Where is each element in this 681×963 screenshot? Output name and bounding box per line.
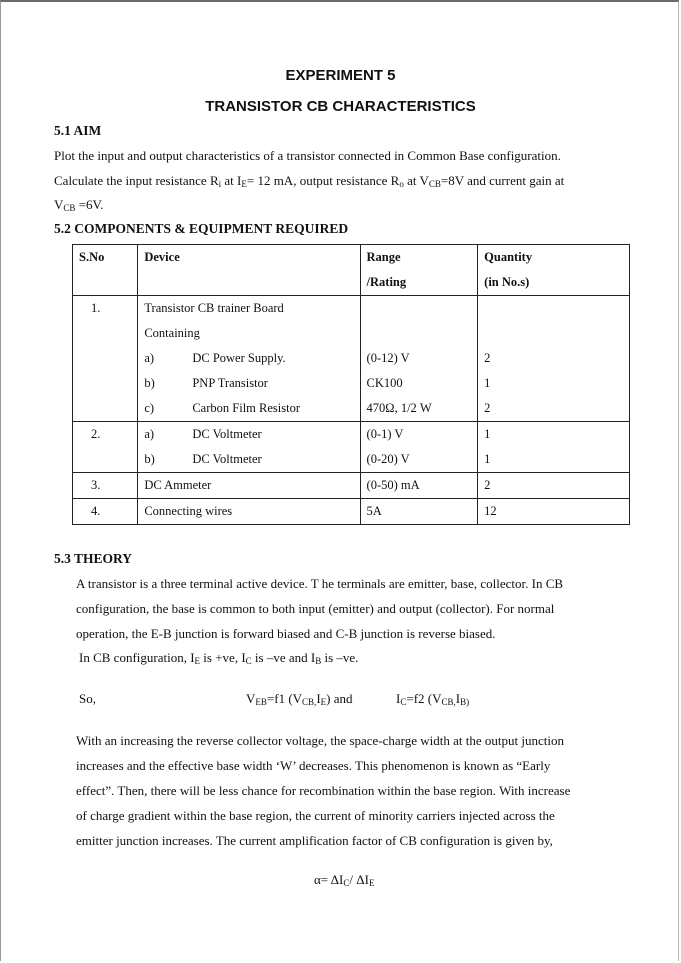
row-sno: 3.: [91, 478, 101, 492]
theory-para3-line4: of charge gradient within the base region, the current of minority carriers injected across the: [76, 808, 555, 823]
table-header-row: [73, 245, 630, 296]
table-row: [73, 296, 630, 422]
range-value: (0-12) V: [366, 351, 410, 365]
theory-para3-line1: With an increasing the reverse collector voltage, the space-charge width at the output junction: [76, 733, 565, 748]
quantity-value: 1: [484, 452, 491, 466]
range-value: (0-1) V: [366, 427, 404, 441]
quantity-value: 12: [484, 504, 497, 518]
aim-line-3: $V_{CB} =6V$.: [54, 197, 104, 213]
range-value: 470Ω, 1/2 W: [366, 401, 432, 415]
device-line: Connecting wires: [144, 504, 233, 518]
range-value: CK100: [366, 376, 403, 390]
row-sno: 1.: [91, 301, 101, 315]
experiment-subtitle: TRANSISTOR CB CHARACTERISTICS: [205, 98, 476, 115]
range-value: (0-50) mA: [366, 478, 420, 492]
row-sno: 2.: [91, 427, 101, 441]
header-quantity-unit: (in No.s): [484, 275, 530, 289]
row-sno: 4.: [91, 504, 101, 518]
theory-para3-line5: emitter junction increases. The current amplification factor of CB configuration is given by,: [76, 833, 553, 848]
quantity-value: 2: [484, 401, 491, 415]
components-table: [72, 244, 630, 525]
so-label: So,: [79, 691, 96, 706]
aim-line-1: Plot the input and output characteristics of a transistor connected in Common Base configuration.: [54, 148, 561, 163]
table-row: [73, 499, 630, 525]
device-line: a) DC Voltmeter: [144, 427, 262, 441]
theory-para3-line3: effect”. Then, there will be less chance for recombination within the base region. With increase: [76, 783, 571, 798]
header-device: Device: [144, 250, 180, 264]
device-line: c) Carbon Film Resistor: [144, 401, 300, 415]
device-line: b) DC Voltmeter: [144, 452, 262, 466]
alpha-equation: $\alpha= \Delta I_C/$ $\Delta I_E$: [314, 872, 375, 888]
quantity-value: 1: [484, 376, 491, 390]
theory-para1-line1: A transistor is a three terminal active device. T he terminals are emitter, base, collector. In CB: [76, 576, 564, 591]
components-heading: 5.2 COMPONENTS & EQUIPMENT REQUIRED: [54, 221, 349, 236]
aim-line-2: Calculate the input resistance $R_i$ at $I_E= 12$ mA, output resistance $R_o$ at $V_{CB}=8V$ and current gain at: [54, 173, 565, 189]
theory-para1-line2: configuration, the base is common to both input (emitter) and output (collector). For normal: [76, 601, 555, 616]
aim-heading: 5.1 AIM: [54, 123, 102, 138]
quantity-value: 2: [484, 478, 491, 492]
range-value: (0-20) V: [366, 452, 410, 466]
experiment-title: EXPERIMENT 5: [285, 67, 396, 84]
device-line: a) DC Power Supply.: [144, 351, 286, 365]
device-line: DC Ammeter: [144, 478, 212, 492]
device-line: Transistor CB trainer Board: [144, 301, 284, 315]
equation-1: $V_{EB}=f1$ $(V_{CB,}I_E)$ and: [246, 691, 353, 707]
table-row: [73, 473, 630, 499]
quantity-value: 1: [484, 427, 491, 441]
equation-2: $I_C=f2$ ($V_{CB,}I_{B)}$: [396, 691, 470, 707]
theory-para2: In CB configuration, $I_E$ is +ve, $I_C$ is –ve and $I_B$ is –ve.: [79, 650, 359, 666]
theory-heading: 5.3 THEORY: [54, 551, 133, 566]
theory-para3-line2: increases and the effective base width ‘W’ decreases. This phenomenon is known as “Early: [76, 758, 551, 773]
quantity-value: 2: [484, 351, 491, 365]
header-quantity: Quantity: [484, 250, 533, 264]
table-row: [73, 422, 630, 473]
header-rating: /Rating: [366, 275, 407, 289]
theory-para1-line3: operation, the E-B junction is forward biased and C-B junction is reverse biased.: [76, 626, 496, 641]
device-line: b) PNP Transistor: [144, 376, 268, 390]
header-sno: S.No: [79, 250, 105, 264]
device-line: Containing: [144, 326, 200, 340]
header-range: Range: [366, 250, 401, 264]
range-value: 5A: [366, 504, 382, 518]
